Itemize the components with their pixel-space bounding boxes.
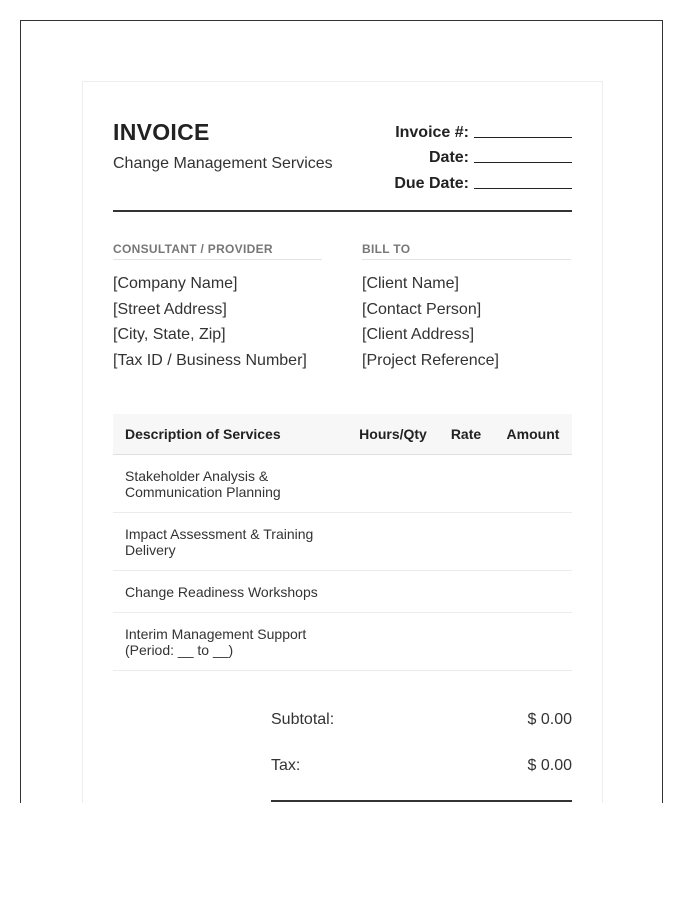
services-table: [113, 414, 572, 671]
tax-value: $ 0.00: [527, 757, 572, 774]
client-name: [Client Name]: [362, 275, 459, 292]
client-contact-person: [Contact Person]: [362, 300, 482, 318]
column-header-hours: Hours/Qty: [359, 426, 427, 442]
service-description: Change Readiness Workshops: [125, 583, 318, 600]
document-frame: [20, 20, 663, 803]
service-description: Interim Management Support (Period: __ to __): [125, 625, 307, 658]
due-date-row: [394, 167, 572, 193]
bill-to-heading: BILL TO: [362, 242, 571, 260]
date-label: Date:: [428, 149, 469, 166]
provider-company-name: [Company Name]: [113, 275, 238, 292]
date-field[interactable]: [474, 146, 572, 163]
invoice-number-field[interactable]: [474, 121, 572, 138]
invoice-number-row: [394, 116, 572, 142]
client-address: [Client Address]: [362, 326, 475, 344]
provider-city-state-zip: [City, State, Zip]: [113, 326, 226, 344]
provider-heading: CONSULTANT / PROVIDER: [113, 242, 322, 260]
subtotal-row: [271, 711, 572, 729]
subtotal-label: Subtotal:: [271, 711, 335, 728]
provider-section: [113, 242, 322, 374]
invoice-subtitle: Change Management Services: [113, 155, 333, 172]
invoice-page: [82, 81, 603, 803]
tax-label: Tax:: [271, 757, 301, 774]
column-header-rate: Rate: [450, 426, 482, 442]
table-row: [113, 613, 572, 671]
table-header: [113, 414, 572, 455]
due-date-field[interactable]: [474, 172, 572, 189]
table-row: [113, 455, 572, 513]
provider-tax-id: [Tax ID / Business Number]: [113, 352, 307, 370]
provider-street-address: [Street Address]: [113, 300, 227, 318]
column-header-description: Description of Services: [125, 426, 281, 442]
project-reference: [Project Reference]: [362, 352, 499, 370]
table-row: [113, 513, 572, 571]
table-row: [113, 571, 572, 613]
service-description: Stakeholder Analysis & Communication Planning: [125, 467, 281, 500]
service-description: Impact Assessment & Training Delivery: [125, 525, 314, 558]
bill-to-section: [362, 242, 571, 374]
totals-divider: [271, 800, 572, 802]
date-row: [394, 142, 572, 168]
subtotal-value: $ 0.00: [527, 711, 572, 728]
invoice-number-label: Invoice #:: [395, 123, 469, 141]
invoice-title: INVOICE: [113, 119, 210, 145]
due-date-label: Due Date:: [394, 174, 469, 192]
invoice-meta: [394, 116, 572, 193]
header-divider: [113, 210, 572, 212]
column-header-amount: Amount: [506, 426, 560, 442]
tax-row: [271, 757, 572, 775]
